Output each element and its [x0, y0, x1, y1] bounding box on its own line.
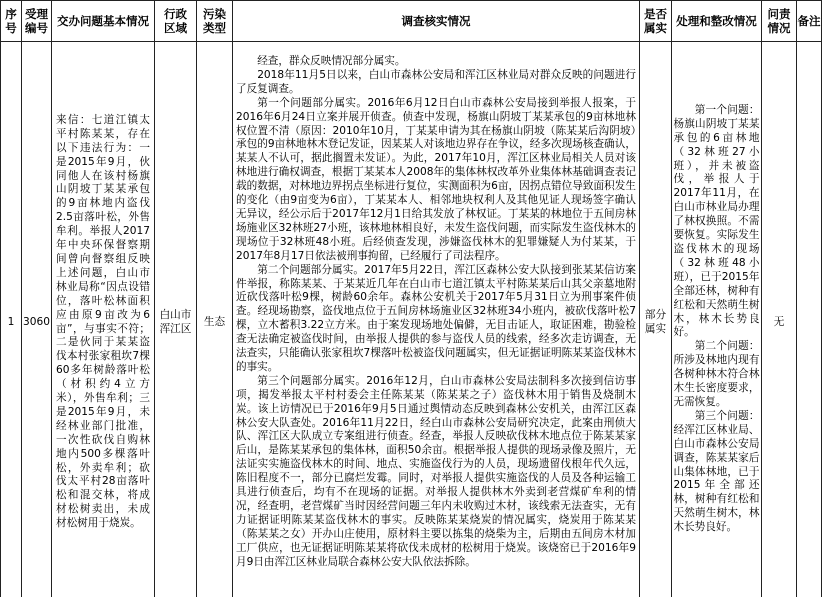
header-serial-no-label: 序号: [5, 7, 17, 35]
header-verified-label: 是否属实: [643, 7, 667, 35]
handling-text: [674, 104, 760, 535]
cell-verified: [640, 42, 672, 597]
header-investigation-label: 调查核实情况: [401, 14, 471, 28]
investigation-paragraph: 第二个问题部分属实。2017年5月22日，浑江区森林公安大队接到张某某信访案件举报，称陈某某、于某某近几年在白山市七道江镇太平村陈某某后山其父亲墓地附近砍伐落叶松9棵，树龄60余年。森林公安机关于2017年5月31日立为刑事案件侦查。经现场勘察，盗伐地点位于五间房林场施业区32林班34小班内，被砍伐落叶松7棵，立木蓄积3.22立方米。由于案发现场地处偏僻，无目击证人，取证困难，勘验检查无法确定被盗伐时间，由举报人提供的参与盗伐人员的线索，经多次走访调查，无法查实，只能确认张家租坎7棵落叶松被盗伐问题属实，但无证据证明陈某某盗伐林木的事实。: [236, 263, 636, 373]
cell-case-number: [22, 42, 52, 597]
header-pollution-type: [197, 0, 233, 42]
header-serial-no: [0, 0, 22, 42]
header-case-number-label: 受理编号: [24, 7, 48, 35]
serial-no-value: 1: [7, 315, 15, 328]
case-number-value: 3060: [23, 315, 50, 328]
handling-paragraph: 第二个问题：所涉及林地内现有各树种林木符合林木生长密度要求，无需恢复。: [673, 340, 760, 408]
header-issue-label: 交办问题基本情况: [57, 14, 149, 28]
cell-investigation: [233, 42, 640, 597]
header-region-label: 行政区域: [163, 7, 187, 35]
handling-paragraph: 第三个问题：经浑江区林业局、白山市森林公安局调查，陈某某家后山集体林地，已于2015年全部还林，树种有红松和天然萌生树木，林木长势良好。: [673, 409, 760, 534]
investigation-paragraph: 第一个问题部分属实。2016年6月12日白山市森林公安局接到举报人报案，于2016年6月24日立案并展开侦查。侦查中发现，杨旗山阴坡丁某某承包的9亩林地林权位置不清（原因：2010年10月，丁某某申请为其在杨旗山阴坡（陈某某后沟阴坡）承包的9亩林地林木登记发证，因某某人对该地边界存在争议，经多次现场核查确认，某某人不认可，据此搁置未发证）。为此，2017年10月，浑江区林业局相关人员对该林地进行确权调查，根据丁某某本人2008年的集体林权改革外业集体林基础调查表记载的数据，对林地边界拐点坐标进行复位，实测面积为6亩，因拐点错位导致面积发生的变化（由9亩变为6亩），丁某某本人、相邻地块权利人及其他见证人现场签字确认无异议，经公示后于2017年12月1日给其发放了林权证。丁某某的林地位于五间房林场施业区32林班27小班，该林地林相良好，未发生盗伐问题，而实际发生盗伐林木的现场位于32林班48小班。后经侦查发现，涉嫌盗伐林木的犯罪嫌疑人为付某某，于2017年8月17日依法被刑事拘留，已经履行了司法程序。: [236, 96, 636, 262]
header-issue: [52, 0, 155, 42]
accountability-value: 无: [773, 315, 785, 328]
header-accountability: [762, 0, 797, 42]
verified-value: 部分属实: [644, 308, 667, 335]
cell-remarks: [797, 42, 822, 597]
header-handling: [672, 0, 762, 42]
cell-region: [155, 42, 197, 597]
cell-pollution-type: [197, 42, 233, 597]
cell-serial-no: [0, 42, 22, 597]
header-accountability-label: 问责情况: [767, 7, 791, 35]
investigation-paragraph: 第三个问题部分属实。2016年12月，白山市森林公安局法制科多次接到信访事项，揭发举报太平村村委会主任陈某某（陈某某之子）盗伐林木用于销售及烧制木炭。该上访情况已于2016年9月5日通过舆情动态反映到森林公安机关，由浑江区森林公安大队查处。2016年11月22日，经白山市森林公安局研究决定，此案由刑侦大队、浑江区大队成立专案组进行侦查。经查，举报人反映砍伐林木地点位于陈某某家后山，是陈某某承包的集体林，面积50余亩。根据举报人提供的现场录像及照片，无法证实实施盗伐林木的时间、地点、实施盗伐行为的人员，现场遗留伐根年代久远，陈旧程度不一，部分已腐烂发霉。同时，对举报人提供实施盗伐的人员及各种运输工具进行侦查后，均有不在现场的证据。对举报人提供林木外卖到老营煤矿牟利的情况，经查明，老营煤矿当时因经营问题三年内未收购过木材，该线索无法查实，无有力证据证明陈某某盗伐林木的事实。反映陈某某烧炭的情况属实，烧炭用于陈某某（陈某某之女）开办山庄使用，原材料主要以拣集的烧柴为主，后期由五间房木材加工厂供应，也无证据证明陈某某将砍伐未成材的松树用于烧炭。该烧窑已于2016年9月9日由浑江区林业局联合森林公安大队依法拆除。: [236, 374, 636, 568]
header-verified: [640, 0, 672, 42]
header-handling-label: 处理和整改情况: [676, 14, 757, 28]
investigation-paragraph: 2018年11月5日以来，白山市森林公安局和浑江区林业局对群众反映的问题进行了反复调查。: [236, 68, 636, 95]
pollution-type-value: 生态: [203, 315, 226, 328]
cell-accountability: [762, 42, 797, 597]
header-remarks-label: 备注: [797, 14, 821, 28]
cell-issue-description: [52, 42, 155, 597]
header-remarks: [797, 0, 822, 42]
header-region: [155, 0, 197, 42]
header-pollution-type-label: 污染类型: [202, 7, 226, 35]
handling-paragraph: 第一个问题：杨旗山阴坡丁某某承包的6亩林地（32林班27小班），并未被盗伐，举报人于2017年11月，在白山市林业局办理了林权换照。不需要恢复。实际发生盗伐林木的现场（32林班48小班），已于2015年全部还林，树种有红松和天然萌生树木，林木长势良好。: [673, 103, 760, 339]
header-case-number: [22, 0, 52, 42]
cell-handling: [672, 42, 762, 597]
investigation-paragraph: 经查，群众反映情况部分属实。: [257, 55, 406, 67]
issue-description-text: 来信：七道江镇太平村陈某某，存在以下违法行为：一是2015年9月，伙同他人在该村杨旗山阴坡丁某某承包的9亩林地内盗伐2.5亩落叶松，外售牟利。举报人2017年中央环保督察期间曾向督察组反映上述问题，白山市林业局称“因点设错位，落叶松林面积应由原9亩改为6亩”，与事实不符；二是伙同于某某盗伐本村张家租坎7棵60多年树龄落叶松（材积约4立方米），外售牟利；三是2015年9月，未经林业部门批准，一次性砍伐自购林地内500多棵落叶松，外卖牟利；砍伐太平村28亩落叶松和混交林，将成材松树卖出，未成材松树用于烧炭。: [56, 113, 150, 530]
header-investigation: [233, 0, 640, 42]
region-value: 白山市浑江区: [159, 308, 192, 335]
